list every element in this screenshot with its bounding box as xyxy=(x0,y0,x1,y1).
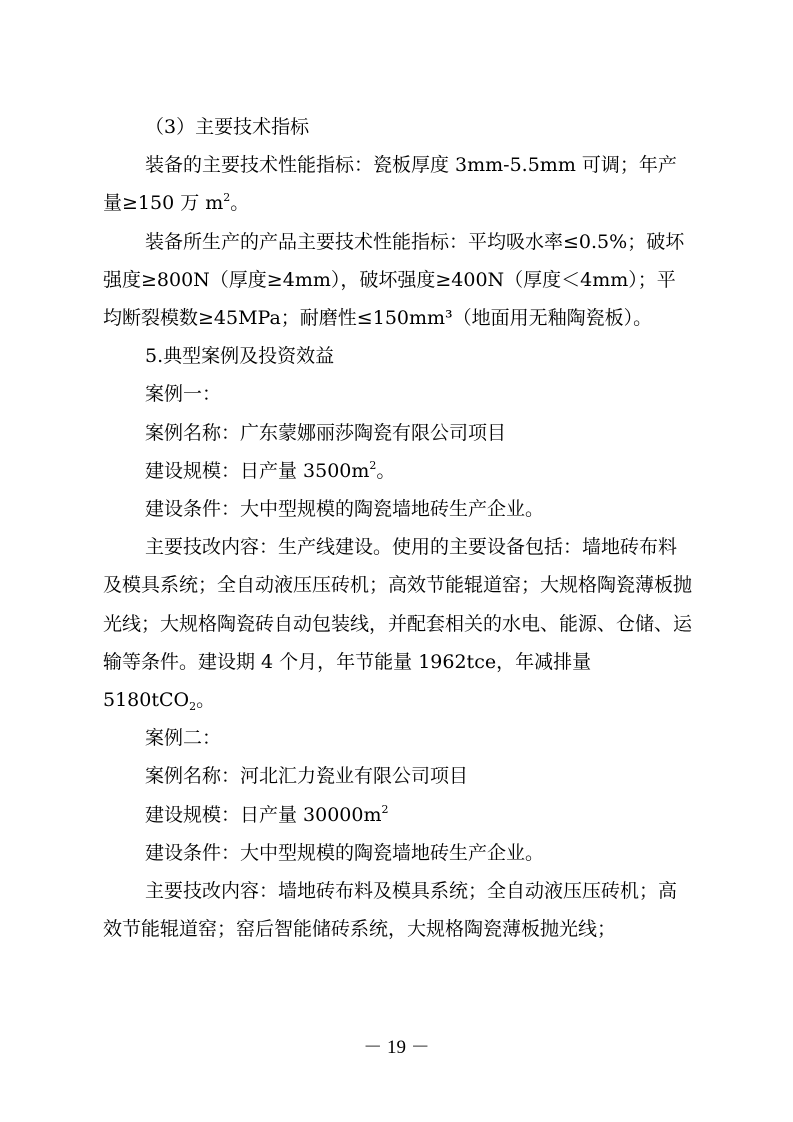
sentence-end: 。 xyxy=(196,689,216,712)
case2-heading: 案例二： xyxy=(145,727,222,750)
case2-conditions: 建设条件：大中型规模的陶瓷墙地砖生产企业。 xyxy=(145,841,545,864)
sentence-end: 。 xyxy=(376,459,396,482)
case2-content: 主要技改内容：墙地砖布料及模具系统；全自动液压压砖机；高效节能辊道窑；窑后智能储砖系统，大规格陶瓷薄板抛光线； xyxy=(103,880,678,941)
case1-conditions: 建设条件：大中型规模的陶瓷墙地砖生产企业。 xyxy=(145,498,545,521)
product-performance-paragraph: 装备所生产的产品主要技术性能指标：平均吸水率≤0.5%；破坏强度≥800N（厚度≥4mm），破坏强度≥400N（厚度＜4mm）；平均断裂模数≥45MPa；耐磨性≤150mm³（地面用无釉陶瓷板）。 xyxy=(103,230,685,330)
superscript: 2 xyxy=(381,802,389,816)
section-heading-typical-cases: 5.典型案例及投资效益 xyxy=(145,345,335,368)
page-number: － 19 － xyxy=(363,1037,430,1058)
superscript: 2 xyxy=(223,191,231,205)
case1-scale xyxy=(103,452,693,490)
case1-name: 案例名称：广东蒙娜丽莎陶瓷有限公司项目 xyxy=(145,421,507,444)
subscript: 2 xyxy=(189,700,197,714)
case1-content xyxy=(103,528,693,719)
equipment-performance-paragraph xyxy=(103,146,693,222)
section-heading-technical-indicators: （3）主要技术指标 xyxy=(145,116,310,138)
superscript: 2 xyxy=(369,458,377,472)
equipment-performance-text: 装备的主要技术性能指标：瓷板厚度 3mm-5.5mm 可调；年产量≥150 万 m xyxy=(103,154,677,215)
sentence-end: 。 xyxy=(230,192,250,215)
case1-content-text: 主要技改内容：生产线建设。使用的主要设备包括：墙地砖布料及模具系统；全自动液压压砖机；高效节能辊道窑；大规格陶瓷薄板抛光线；大规格陶瓷砖自动包装线，并配套相关的水电、能源、仓储、运输等条件。建设期 4 个月，年节能量 1962tce，年减排量 5180tCO xyxy=(103,536,693,712)
case2-name: 案例名称：河北汇力瓷业有限公司项目 xyxy=(145,765,469,788)
case1-heading: 案例一： xyxy=(145,383,222,406)
case2-scale-text: 建设规模：日产量 30000m xyxy=(145,803,382,826)
case2-scale xyxy=(103,796,693,834)
case1-scale-text: 建设规模：日产量 3500m xyxy=(145,459,370,482)
document-body xyxy=(103,108,693,948)
